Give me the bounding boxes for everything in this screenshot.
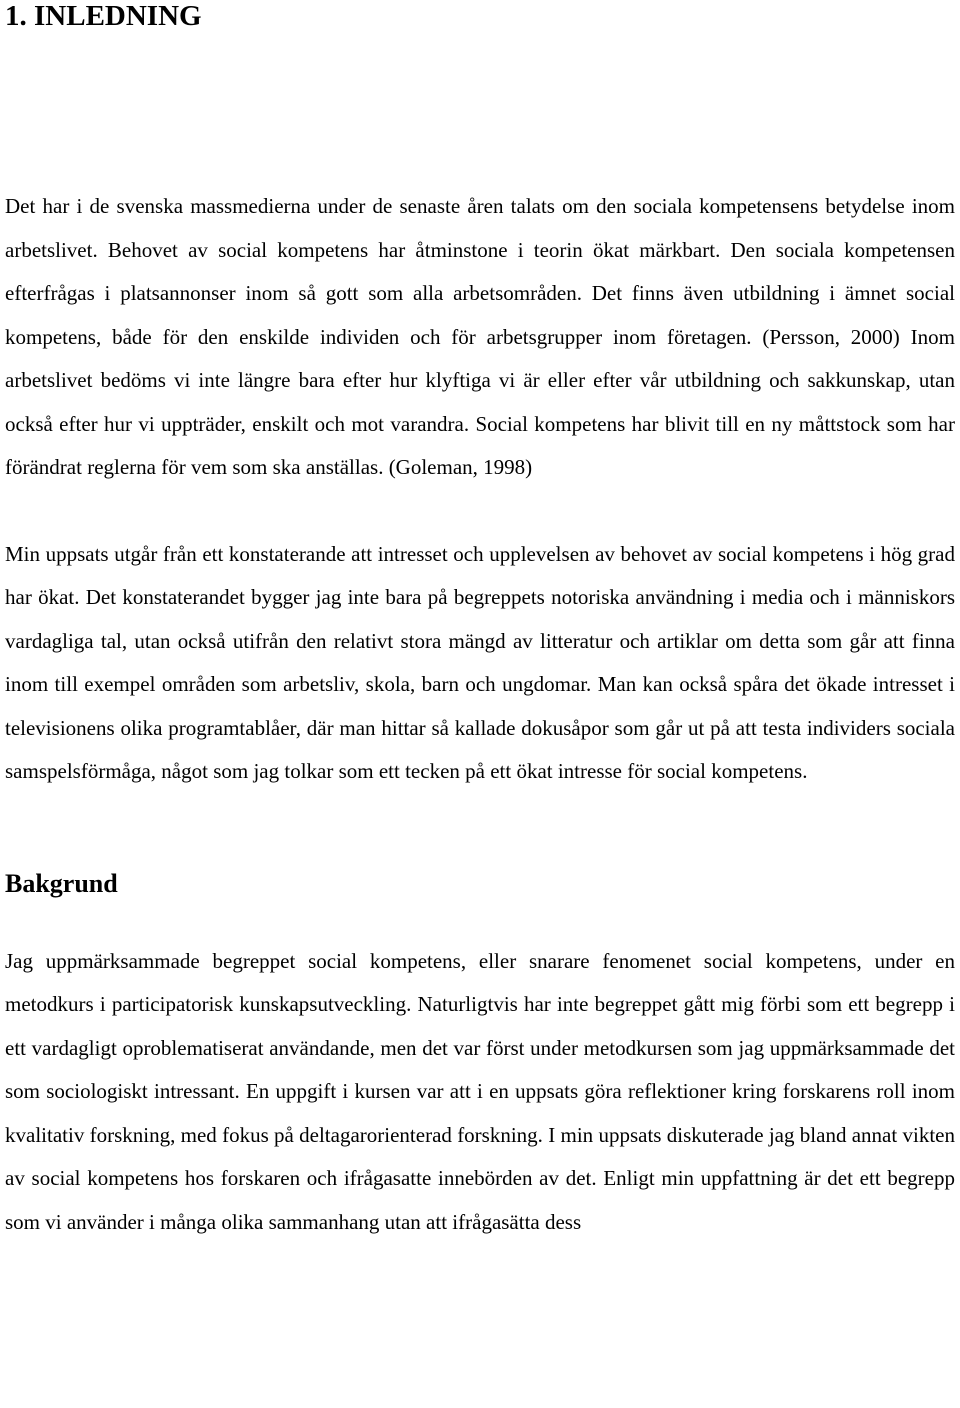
document-page [5,0,955,1244]
paragraph-intro-2: Min uppsats utgår från ett konstaterande att intresset och upplevelsen av behovet av social kompetens i hög grad har ökat. Det konstaterandet bygger jag inte bara på begreppets notoriska användning i media och i människors vardagliga tal, utan också utifrån den relativt stora mängd av litteratur och artiklar om detta som går att finna inom till exempel områden som arbetsliv, skola, barn och ungdomar. Man kan också spåra det ökade intresset i televisionens olika programtablåer, där man hittar så kallade dokusåpor som går ut på att testa individers sociala samspelsförmåga, något som jag tolkar som ett tecken på ett ökat intresse för social kompetens. [5,541,955,783]
paragraph-bakgrund: Jag uppmärksammade begreppet social kompetens, eller snarare fenomenet social kompetens, under en metodkurs i participatorisk kunskapsutveckling. Naturligtvis har inte begreppet gått mig förbi som ett begrepp i ett vardagligt oproblematiserat användande, men det var först under metodkursen som jag uppmärksammade det som sociologiskt intressant. En uppgift i kursen var att i en uppsats göra reflektioner kring forskarens roll inom kvalitativ forskning, med fokus på deltagarorienterad forskning. I min uppsats diskuterade jag bland annat vikten av social kompetens hos forskaren och ifrågasatte innebörden av det. Enligt min uppfattning är det ett begrepp som vi använder i många olika sammanhang utan att ifrågasätta dess [5,948,955,1234]
section-title-bakgrund: Bakgrund [5,868,118,898]
chapter-title: 1. INLEDNING [5,0,202,32]
paragraph-intro-1: Det har i de svenska massmedierna under de senaste åren talats om den sociala kompetensens betydelse inom arbetslivet. Behovet av social kompetens har åtminstone i teorin ökat märkbart. Den sociala kompetensen efterfrågas i platsannonser inom så gott som alla arbetsområden. Det finns även utbildning i ämnet social kompetens, både för den enskilde individen och för arbetsgrupper inom företagen. (Persson, 2000) Inom arbetslivet bedöms vi inte längre bara efter hur klyftiga vi är eller efter vår utbildning och sakkunskap, utan också efter hur vi uppträder, enskilt och mot varandra. Social kompetens har blivit till en ny måttstock som har förändrat reglerna för vem som ska anställas. (Goleman, 1998) [5,194,955,479]
